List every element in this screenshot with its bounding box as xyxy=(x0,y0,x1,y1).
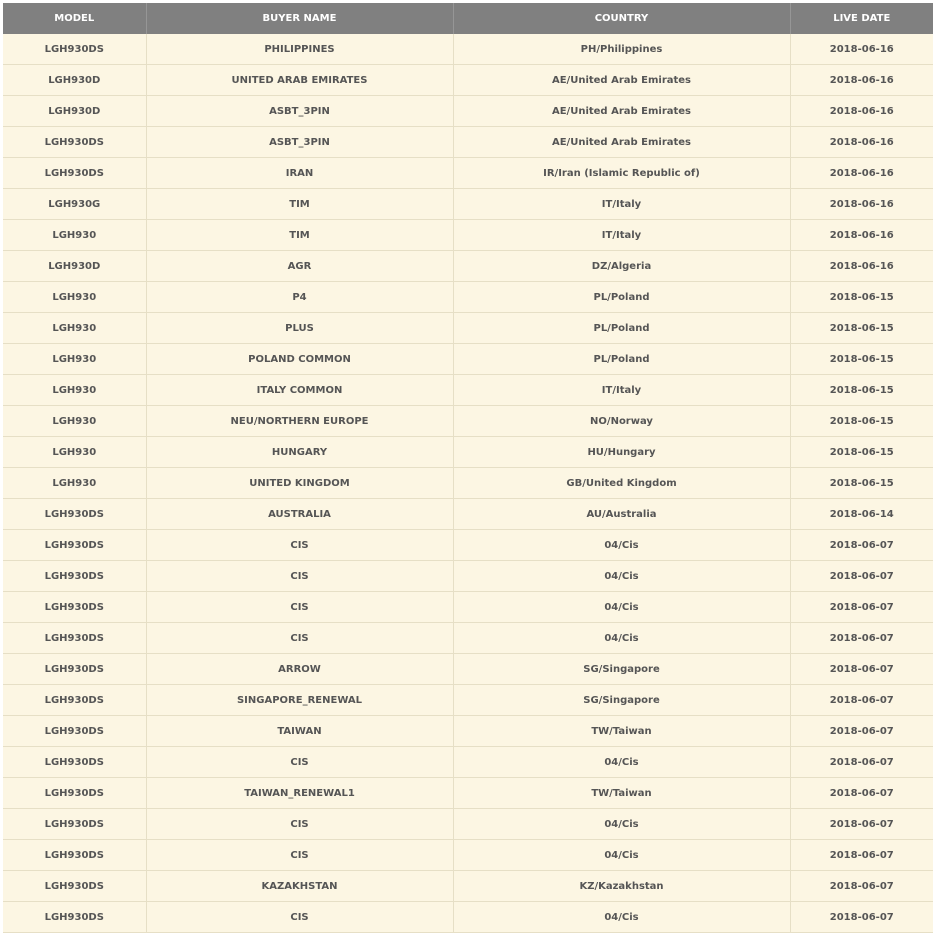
cell-buyer-name: POLAND COMMON xyxy=(146,344,453,375)
cell-country: DZ/Algeria xyxy=(453,251,790,282)
table-row xyxy=(3,406,933,437)
cell-buyer-name: CIS xyxy=(146,809,453,840)
cell-buyer-name: SINGAPORE_RENEWAL xyxy=(146,685,453,716)
table-row xyxy=(3,809,933,840)
cell-country: AE/United Arab Emirates xyxy=(453,96,790,127)
table-row xyxy=(3,189,933,220)
cell-buyer-name: ASBT_3PIN xyxy=(146,127,453,158)
cell-live-date: 2018-06-07 xyxy=(790,840,933,871)
cell-buyer-name: IRAN xyxy=(146,158,453,189)
cell-live-date: 2018-06-16 xyxy=(790,189,933,220)
cell-live-date: 2018-06-07 xyxy=(790,685,933,716)
cell-buyer-name: CIS xyxy=(146,592,453,623)
cell-buyer-name: CIS xyxy=(146,623,453,654)
cell-country: 04/Cis xyxy=(453,902,790,933)
cell-model: LGH930D xyxy=(3,65,146,96)
cell-model: LGH930DS xyxy=(3,561,146,592)
cell-buyer-name: UNITED ARAB EMIRATES xyxy=(146,65,453,96)
release-table-container xyxy=(3,3,933,933)
cell-buyer-name: ARROW xyxy=(146,654,453,685)
cell-buyer-name: TIM xyxy=(146,189,453,220)
cell-country: NO/Norway xyxy=(453,406,790,437)
cell-buyer-name: PLUS xyxy=(146,313,453,344)
cell-model: LGH930DS xyxy=(3,499,146,530)
table-row xyxy=(3,778,933,809)
cell-country: PH/Philippines xyxy=(453,34,790,65)
column-header-model: MODEL xyxy=(3,3,146,34)
header-row xyxy=(3,3,933,34)
cell-buyer-name: P4 xyxy=(146,282,453,313)
cell-country: AE/United Arab Emirates xyxy=(453,127,790,158)
cell-buyer-name: KAZAKHSTAN xyxy=(146,871,453,902)
cell-live-date: 2018-06-15 xyxy=(790,437,933,468)
cell-buyer-name: TAIWAN xyxy=(146,716,453,747)
table-row xyxy=(3,902,933,933)
cell-live-date: 2018-06-07 xyxy=(790,778,933,809)
cell-buyer-name: CIS xyxy=(146,561,453,592)
table-row xyxy=(3,282,933,313)
cell-country: IR/Iran (Islamic Republic of) xyxy=(453,158,790,189)
cell-model: LGH930 xyxy=(3,437,146,468)
cell-model: LGH930DS xyxy=(3,716,146,747)
table-row xyxy=(3,65,933,96)
cell-model: LGH930DS xyxy=(3,778,146,809)
cell-live-date: 2018-06-16 xyxy=(790,65,933,96)
cell-buyer-name: AGR xyxy=(146,251,453,282)
table-row xyxy=(3,530,933,561)
column-header-buyer-name: BUYER NAME xyxy=(146,3,453,34)
table-row xyxy=(3,127,933,158)
cell-country: SG/Singapore xyxy=(453,685,790,716)
table-row xyxy=(3,747,933,778)
cell-country: AU/Australia xyxy=(453,499,790,530)
table-row xyxy=(3,375,933,406)
table-row xyxy=(3,220,933,251)
cell-model: LGH930 xyxy=(3,406,146,437)
cell-live-date: 2018-06-07 xyxy=(790,871,933,902)
cell-live-date: 2018-06-15 xyxy=(790,375,933,406)
cell-buyer-name: ASBT_3PIN xyxy=(146,96,453,127)
release-table xyxy=(3,3,933,933)
cell-model: LGH930D xyxy=(3,96,146,127)
cell-live-date: 2018-06-16 xyxy=(790,158,933,189)
table-row xyxy=(3,623,933,654)
cell-live-date: 2018-06-16 xyxy=(790,127,933,158)
cell-live-date: 2018-06-15 xyxy=(790,313,933,344)
cell-country: IT/Italy xyxy=(453,189,790,220)
cell-live-date: 2018-06-16 xyxy=(790,34,933,65)
cell-buyer-name: HUNGARY xyxy=(146,437,453,468)
cell-model: LGH930 xyxy=(3,282,146,313)
cell-model: LGH930DS xyxy=(3,654,146,685)
cell-country: PL/Poland xyxy=(453,344,790,375)
table-row xyxy=(3,592,933,623)
cell-country: 04/Cis xyxy=(453,561,790,592)
cell-buyer-name: TAIWAN_RENEWAL1 xyxy=(146,778,453,809)
cell-model: LGH930DS xyxy=(3,840,146,871)
cell-country: TW/Taiwan xyxy=(453,716,790,747)
table-row xyxy=(3,840,933,871)
cell-country: TW/Taiwan xyxy=(453,778,790,809)
cell-country: 04/Cis xyxy=(453,592,790,623)
table-row xyxy=(3,251,933,282)
column-header-live-date: LIVE DATE xyxy=(790,3,933,34)
table-body xyxy=(3,34,933,933)
cell-model: LGH930DS xyxy=(3,685,146,716)
table-row xyxy=(3,468,933,499)
cell-buyer-name: NEU/NORTHERN EUROPE xyxy=(146,406,453,437)
cell-live-date: 2018-06-15 xyxy=(790,344,933,375)
table-row xyxy=(3,344,933,375)
cell-model: LGH930G xyxy=(3,189,146,220)
cell-country: AE/United Arab Emirates xyxy=(453,65,790,96)
cell-country: SG/Singapore xyxy=(453,654,790,685)
cell-model: LGH930 xyxy=(3,468,146,499)
cell-model: LGH930DS xyxy=(3,871,146,902)
cell-model: LGH930 xyxy=(3,220,146,251)
cell-live-date: 2018-06-15 xyxy=(790,282,933,313)
table-row xyxy=(3,313,933,344)
cell-model: LGH930DS xyxy=(3,158,146,189)
cell-live-date: 2018-06-14 xyxy=(790,499,933,530)
cell-live-date: 2018-06-07 xyxy=(790,623,933,654)
table-row xyxy=(3,34,933,65)
cell-model: LGH930DS xyxy=(3,809,146,840)
cell-live-date: 2018-06-16 xyxy=(790,251,933,282)
cell-live-date: 2018-06-15 xyxy=(790,468,933,499)
cell-live-date: 2018-06-07 xyxy=(790,654,933,685)
cell-buyer-name: CIS xyxy=(146,747,453,778)
cell-country: HU/Hungary xyxy=(453,437,790,468)
table-row xyxy=(3,716,933,747)
cell-live-date: 2018-06-16 xyxy=(790,96,933,127)
cell-model: LGH930DS xyxy=(3,623,146,654)
cell-country: IT/Italy xyxy=(453,375,790,406)
cell-live-date: 2018-06-15 xyxy=(790,406,933,437)
cell-live-date: 2018-06-07 xyxy=(790,530,933,561)
cell-country: 04/Cis xyxy=(453,747,790,778)
cell-country: PL/Poland xyxy=(453,313,790,344)
cell-model: LGH930DS xyxy=(3,127,146,158)
cell-country: 04/Cis xyxy=(453,840,790,871)
table-row xyxy=(3,685,933,716)
cell-live-date: 2018-06-07 xyxy=(790,561,933,592)
table-row xyxy=(3,871,933,902)
cell-live-date: 2018-06-07 xyxy=(790,747,933,778)
cell-model: LGH930DS xyxy=(3,902,146,933)
cell-live-date: 2018-06-07 xyxy=(790,902,933,933)
cell-model: LGH930DS xyxy=(3,592,146,623)
cell-live-date: 2018-06-07 xyxy=(790,592,933,623)
table-header xyxy=(3,3,933,34)
cell-live-date: 2018-06-16 xyxy=(790,220,933,251)
table-row xyxy=(3,158,933,189)
cell-country: IT/Italy xyxy=(453,220,790,251)
table-row xyxy=(3,437,933,468)
cell-country: 04/Cis xyxy=(453,623,790,654)
cell-model: LGH930 xyxy=(3,375,146,406)
cell-model: LGH930D xyxy=(3,251,146,282)
cell-buyer-name: AUSTRALIA xyxy=(146,499,453,530)
cell-buyer-name: ITALY COMMON xyxy=(146,375,453,406)
cell-country: GB/United Kingdom xyxy=(453,468,790,499)
table-row xyxy=(3,561,933,592)
cell-buyer-name: CIS xyxy=(146,530,453,561)
cell-country: 04/Cis xyxy=(453,530,790,561)
cell-country: KZ/Kazakhstan xyxy=(453,871,790,902)
cell-buyer-name: TIM xyxy=(146,220,453,251)
cell-buyer-name: PHILIPPINES xyxy=(146,34,453,65)
cell-model: LGH930 xyxy=(3,313,146,344)
cell-model: LGH930DS xyxy=(3,747,146,778)
cell-live-date: 2018-06-07 xyxy=(790,809,933,840)
table-row xyxy=(3,654,933,685)
column-header-country: COUNTRY xyxy=(453,3,790,34)
cell-buyer-name: UNITED KINGDOM xyxy=(146,468,453,499)
cell-model: LGH930 xyxy=(3,344,146,375)
cell-buyer-name: CIS xyxy=(146,902,453,933)
cell-country: PL/Poland xyxy=(453,282,790,313)
table-row xyxy=(3,499,933,530)
cell-model: LGH930DS xyxy=(3,530,146,561)
cell-live-date: 2018-06-07 xyxy=(790,716,933,747)
cell-country: 04/Cis xyxy=(453,809,790,840)
cell-buyer-name: CIS xyxy=(146,840,453,871)
table-row xyxy=(3,96,933,127)
cell-model: LGH930DS xyxy=(3,34,146,65)
